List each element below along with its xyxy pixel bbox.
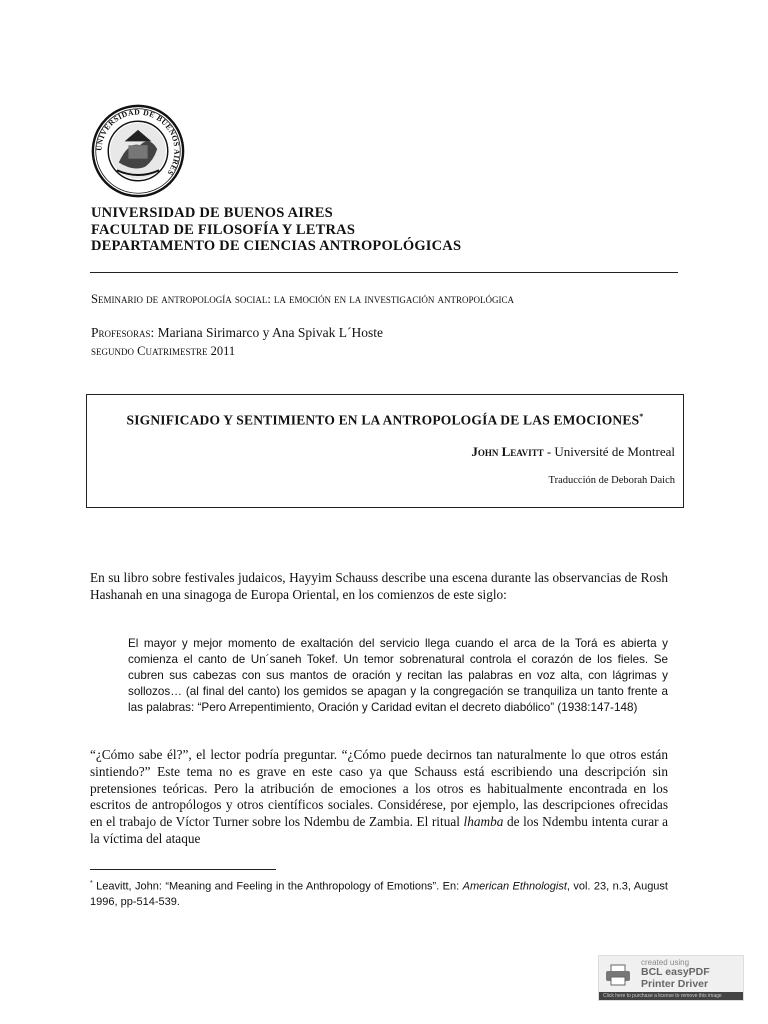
professors-names: Mariana Sirimarco y Ana Spivak L´Hoste bbox=[157, 325, 383, 340]
faculty-name: FACULTAD DE FILOSOFÍA Y LETRAS bbox=[91, 221, 356, 238]
printer-icon bbox=[605, 964, 631, 986]
watermark-product: BCL easyPDF bbox=[641, 966, 710, 978]
title-footnote-mark: * bbox=[639, 412, 644, 421]
article-title-text: SIGNIFICADO Y SENTIMIENTO EN LA ANTROPOLOGÍA DE LAS EMOCIONES bbox=[126, 412, 640, 428]
body-paragraph-1: En su libro sobre festivales judaicos, Hayyim Schauss describe una escena durante las observancias de Rosh Hashanah en una sinagoga de Europa Oriental, en los comienzos de este siglo: bbox=[90, 570, 668, 602]
paragraph-2-text-a: “¿Cómo sabe él?”, el lector podría preguntar. “¿Cómo puede decirnos tan naturalmente lo que otros están sintiendo?” Este tema no es grave en este caso ya que Schauss está escribiendo una descripción sin pretensiones teóricas. Pero la atribución de emociones a los otros es habitualmente encontrada en los escritos de antropólogos y otros científicos sociales. Considérese, por ejemplo, las descripciones ofrecidas en el trabajo de Víctor Turner sobre los Ndembu de Zambia. El ritual bbox=[90, 747, 668, 830]
header-divider bbox=[90, 272, 678, 273]
ritual-name: lhamba bbox=[463, 814, 504, 830]
article-title bbox=[87, 412, 683, 429]
university-seal-logo bbox=[90, 103, 186, 199]
seminar-title: Seminario de antropología social: la emoción en la investigación antropológica bbox=[91, 292, 515, 306]
watermark-created-using: created using bbox=[641, 958, 690, 967]
translation-credit: Traducción de Deborah Daich bbox=[548, 475, 675, 486]
professors-label: Profesoras: bbox=[91, 325, 155, 340]
author-affiliation: - Université de Montreal bbox=[546, 444, 675, 459]
watermark-driver: Printer Driver bbox=[641, 978, 709, 990]
professors-line bbox=[91, 325, 383, 341]
watermark-purchase-link[interactable]: Click here to purchase a license to remove this image bbox=[599, 992, 743, 1000]
paragraph-2-text-b: de los Ndembu intenta curar a la víctima del ataque bbox=[90, 814, 668, 846]
svg-text:UNIVERSIDAD DE BUENOS AIRES: UNIVERSIDAD DE BUENOS AIRES bbox=[94, 107, 182, 178]
block-quote: El mayor y mejor momento de exaltación del servicio llega cuando el arca de la Torá es abierta y comienza el canto de Un´saneh Tokef. Un temor sobrenatural controla el corazón de los fieles. Se cubren sus cabezas con sus mantos de oración y recitan las palabras en voz alta, con lágrimas y sollozos… (al final del canto) los gemidos se apagan y la congregación se tranquiliza un tanto frente a las palabras: “Pero Arrepentimiento, Oración y Caridad evitan el decreto diabólico” (1938:147-148) bbox=[128, 637, 668, 714]
footnote-mark: * bbox=[90, 880, 93, 887]
term-line: segundo Cuatrimestre 2011 bbox=[91, 344, 236, 358]
footnote bbox=[90, 876, 668, 910]
footnote-divider bbox=[90, 869, 276, 870]
author-line bbox=[471, 444, 675, 460]
department-name: DEPARTAMENTO DE CIENCIAS ANTROPOLÓGICAS bbox=[91, 238, 462, 254]
footnote-text-a: Leavitt, John: “Meaning and Feeling in the Anthropology of Emotions”. En: bbox=[92, 880, 463, 893]
footnote-journal: American Ethnologist bbox=[462, 880, 567, 893]
pdf-watermark-badge[interactable] bbox=[598, 955, 744, 1001]
body-paragraph-2 bbox=[90, 747, 668, 848]
institution-header bbox=[91, 205, 461, 255]
university-name: UNIVERSIDAD DE BUENOS AIRES bbox=[91, 205, 333, 221]
footnote-text-b: , vol. 23, n.3, August 1996, pp-514-539. bbox=[90, 880, 668, 908]
article-header-box bbox=[86, 394, 684, 508]
author-name: John Leavitt bbox=[471, 444, 544, 459]
